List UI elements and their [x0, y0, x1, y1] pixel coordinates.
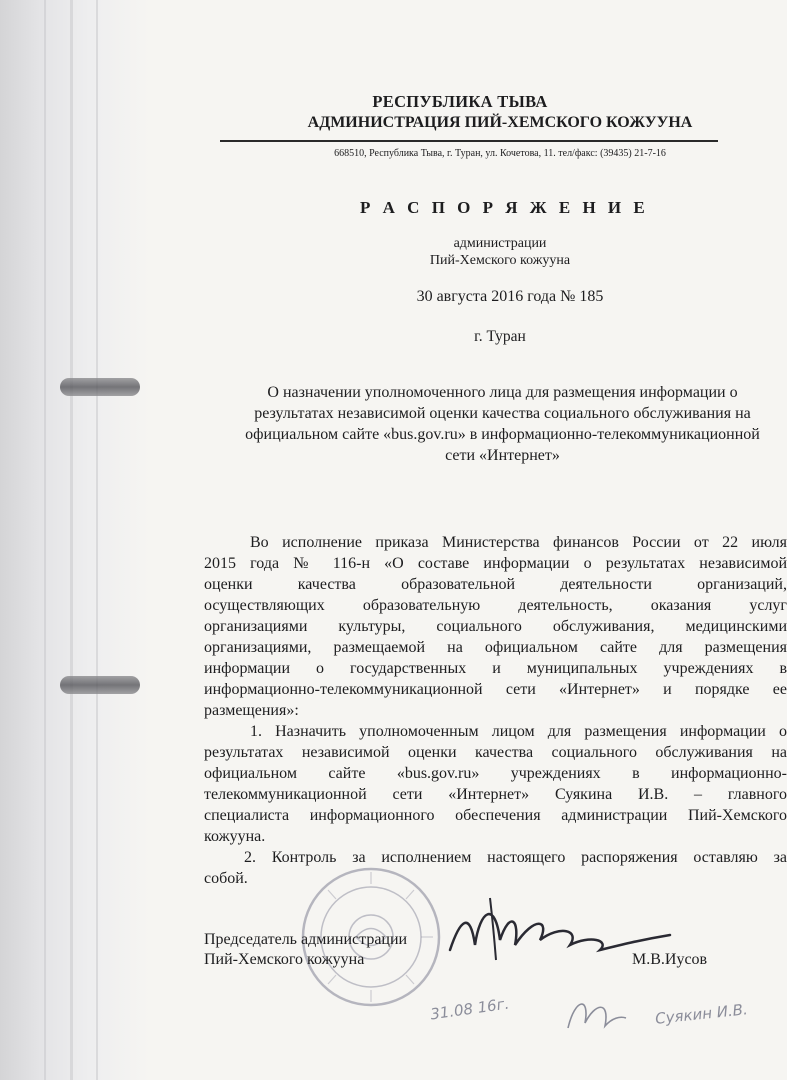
body-line: собой.: [204, 870, 248, 887]
header-administration: АДМИНИСТРАЦИЯ ПИЙ-ХЕМСКОГО КОЖУУНА: [307, 114, 693, 131]
body-line: 2015 года № 116-н «О составе информации о результатах независимой: [204, 555, 787, 572]
signatory-title: [204, 930, 407, 970]
body-line: официальном сайте «bus.gov.ru» учреждениях в информационно-: [204, 765, 787, 782]
subject-line: официальном сайте «bus.gov.ru» в информационно-телекоммуникационной: [245, 426, 760, 443]
body-line: осуществляющих образовательную деятельность, оказания услуг: [204, 597, 787, 614]
document-body: [204, 532, 787, 889]
header-address: 668510, Республика Тыва, г. Туран, ул. Кочетова, 11. тел/факс: (39435) 21-7-16: [334, 148, 666, 159]
signatory-name: М.В.Иусов: [632, 951, 708, 968]
document-type: Р А С П О Р Я Ж Е Н И Е: [360, 198, 649, 217]
handwritten-margin-note: Суякин И.В.: [654, 1000, 749, 1028]
body-line: размещения»:: [204, 702, 299, 719]
subject-line: сети «Интернет»: [445, 447, 560, 464]
header-divider: [220, 140, 718, 142]
body-line: информационно-телекоммуникационной сети «Интернет» и порядке ее: [204, 681, 787, 698]
header-republic: РЕСПУБЛИКА ТЫВА: [372, 92, 548, 111]
body-line: организациями культуры, социального обслуживания, медицинскими: [204, 618, 787, 635]
body-line: Во исполнение приказа Министерства финансов России от 22 июля: [250, 534, 787, 551]
issuer-line-2: Пий-Хемского кожууна: [429, 253, 571, 268]
handwritten-initials: [560, 988, 630, 1038]
body-line: телекоммуникационной сети «Интернет» Суякина И.В. – главного: [204, 786, 787, 803]
body-item-1: 1. Назначить уполномоченным лицом для размещения информации о: [250, 723, 787, 740]
subject-line: результатах независимой оценки качества социального обслуживания на: [254, 405, 751, 422]
issuer-line-1: администрации: [453, 236, 547, 251]
body-line: организациями, размещаемой на официальном сайте для размещения: [204, 639, 787, 656]
handwritten-date-note: 31.08 16г.: [429, 994, 511, 1024]
body-line: результатах независимой оценки качества социального обслуживания на: [204, 744, 787, 761]
body-line: специалиста информационного обеспечения администрации Пий-Хемского: [204, 807, 787, 824]
body-line: оценки качества образовательной деятельности организаций,: [204, 576, 787, 593]
signatory-title-line: Пий-Хемского кожууна: [204, 951, 365, 968]
place-of-issue: г. Туран: [474, 328, 526, 345]
signatory-title-line: Председатель администрации: [204, 931, 408, 948]
body-line: кожууна.: [204, 828, 266, 845]
body-item-2: 2. Контроль за исполнением настоящего распоряжения оставляю за: [244, 849, 787, 866]
subject-line: О назначении уполномоченного лица для размещения информации о: [267, 384, 738, 401]
date-and-number: 30 августа 2016 года № 185: [416, 288, 604, 305]
document-subject: [210, 382, 787, 466]
body-line: информации о государственных и муниципальных учреждениях в: [204, 660, 787, 677]
